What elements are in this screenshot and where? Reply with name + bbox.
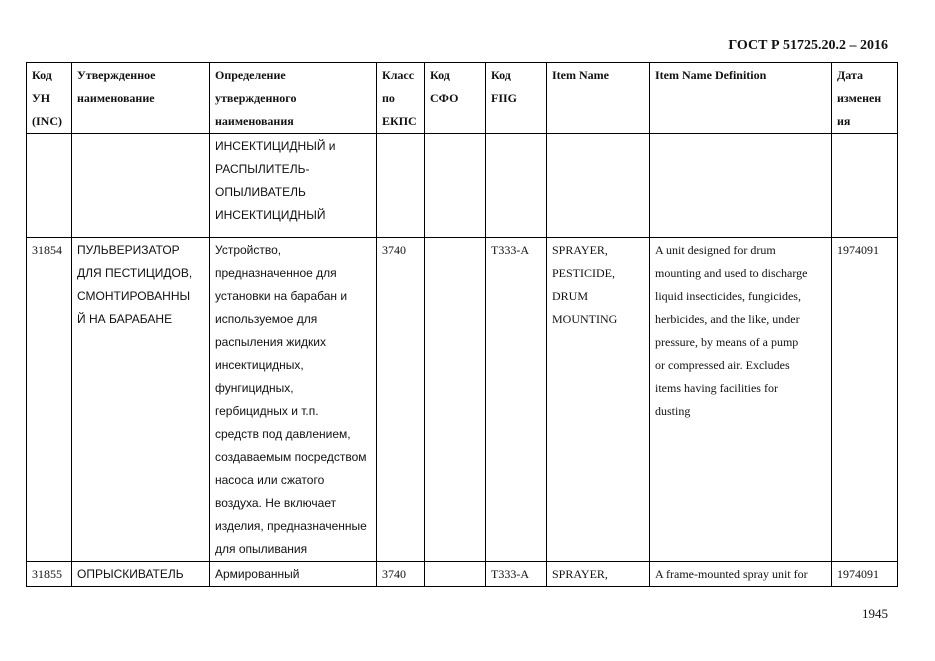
header-date-changed: Дата изменен ия bbox=[832, 63, 898, 134]
cell-definition: Армированный bbox=[210, 562, 377, 587]
header-class: Класс по ЕКПС bbox=[377, 63, 425, 134]
cell-class: 3740 bbox=[377, 238, 425, 562]
cell-item-name: SPRAYER, PESTICIDE, DRUM MOUNTING bbox=[547, 238, 650, 562]
cell-fiig: T333-A bbox=[486, 238, 547, 562]
cell-date: 1974091 bbox=[832, 238, 898, 562]
cell-fiig: T333-A bbox=[486, 562, 547, 587]
cell-class: 3740 bbox=[377, 562, 425, 587]
header-code-sfo: Код СФО bbox=[425, 63, 486, 134]
cell-sfo bbox=[425, 134, 486, 238]
cell-date bbox=[832, 134, 898, 238]
header-approved-name: Утвержденное наименование bbox=[72, 63, 210, 134]
cell-name: ПУЛЬВЕРИЗАТОР ДЛЯ ПЕСТИЦИДОВ, СМОНТИРОВАННЫ Й НА БАРАБАНЕ bbox=[72, 238, 210, 562]
cell-item-definition bbox=[650, 134, 832, 238]
classification-table bbox=[26, 62, 898, 587]
cell-sfo bbox=[425, 562, 486, 587]
cell-code bbox=[27, 134, 72, 238]
table-row bbox=[27, 238, 898, 562]
header-code-fiig: Код FIIG bbox=[486, 63, 547, 134]
header-code-un: Код УН (INC) bbox=[27, 63, 72, 134]
document-standard-title: ГОСТ Р 51725.20.2 – 2016 bbox=[728, 38, 888, 53]
cell-class bbox=[377, 134, 425, 238]
cell-item-name bbox=[547, 134, 650, 238]
header-item-name-definition: Item Name Definition bbox=[650, 63, 832, 134]
cell-definition: ИНСЕКТИЦИДНЫЙ и РАСПЫЛИТЕЛЬ- ОПЫЛИВАТЕЛЬ ИНСЕКТИЦИДНЫЙ bbox=[210, 134, 377, 238]
cell-code: 31854 bbox=[27, 238, 72, 562]
header-definition: Определение утвержденного наименования bbox=[210, 63, 377, 134]
cell-fiig bbox=[486, 134, 547, 238]
page-number: 1945 bbox=[862, 606, 888, 621]
cell-definition: Устройство, предназначенное для установки на барабан и используемое для распыления жидких инсектицидных, фунгицидных, гербицидных и т.п. средств под давлением, создаваемым посредством насоса или сжатого воздуха. Не включает изделия, предназначенные для опыливания bbox=[210, 238, 377, 562]
cell-name bbox=[72, 134, 210, 238]
cell-item-definition: A unit designed for drum mounting and used to discharge liquid insecticides, fungicides, herbicides, and the like, under pressure, by means of a pump or compressed air. Excludes items having facilities for dusting bbox=[650, 238, 832, 562]
cell-item-name: SPRAYER, bbox=[547, 562, 650, 587]
table-row-continuation bbox=[27, 134, 898, 238]
cell-item-definition: A frame-mounted spray unit for bbox=[650, 562, 832, 587]
header-item-name: Item Name bbox=[547, 63, 650, 134]
cell-date: 1974091 bbox=[832, 562, 898, 587]
cell-name: ОПРЫСКИВАТЕЛЬ bbox=[72, 562, 210, 587]
cell-sfo bbox=[425, 238, 486, 562]
cell-code: 31855 bbox=[27, 562, 72, 587]
table-row bbox=[27, 562, 898, 587]
table-header-row bbox=[27, 63, 898, 134]
